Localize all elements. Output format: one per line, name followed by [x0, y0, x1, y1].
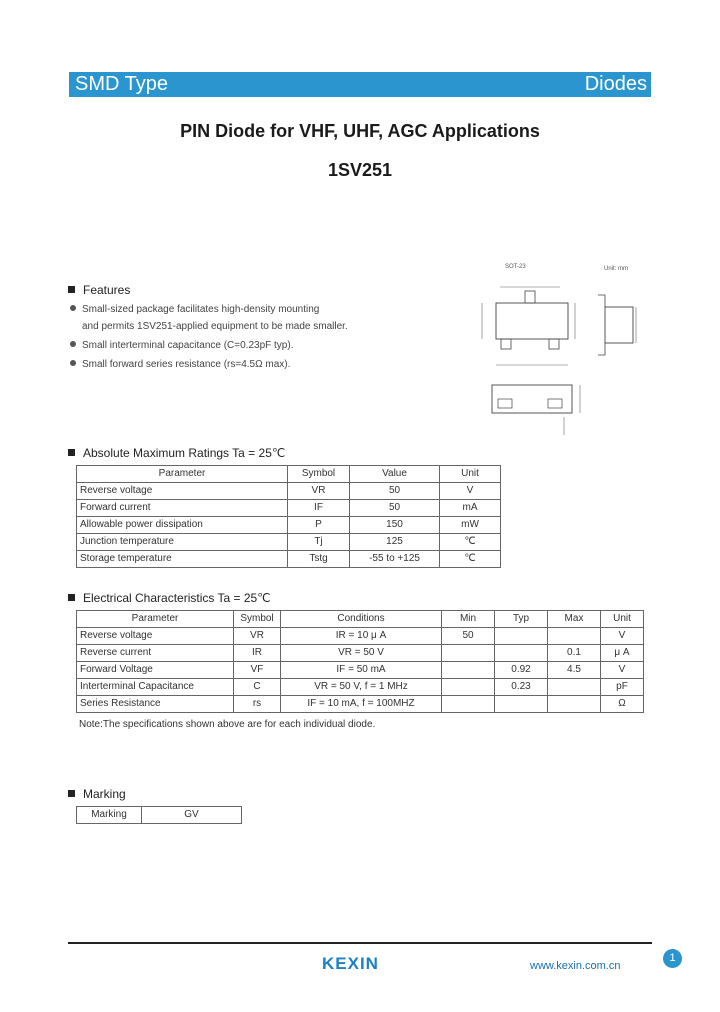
unit-label: Unit: mm: [604, 266, 628, 272]
table-row: Allowable power dissipation P 150 mW: [77, 517, 501, 534]
part-number: 1SV251: [327, 160, 393, 180]
table-header-row: [77, 611, 644, 628]
col-symbol: Symbol: [288, 466, 350, 483]
abs-max-table: [76, 465, 501, 568]
footer-divider: [68, 942, 652, 944]
elec-char-table: [76, 610, 644, 713]
marking-table: [76, 806, 242, 824]
col-value: Value: [350, 466, 440, 483]
table-row: Storage temperature Tstg -55 to +125 ℃: [77, 551, 501, 568]
document-title: PIN Diode for VHF, UHF, AGC Applications: [180, 121, 540, 141]
website-link[interactable]: www.kexin.com.cn: [530, 960, 621, 972]
feature-item-2: Small interterminal capacitance (C=0.23pF typ).: [70, 340, 293, 351]
table-row: Forward Voltage VF IF = 50 mA 0.92 4.5 V: [77, 662, 644, 679]
abs-max-heading: Absolute Maximum Ratings Ta = 25℃: [68, 446, 285, 460]
col-conditions: Conditions: [281, 611, 442, 628]
table-row: [77, 807, 242, 824]
marking-label: Marking: [77, 807, 142, 824]
col-min: Min: [442, 611, 495, 628]
feature-item-1-cont: and permits 1SV251-applied equipment to be made smaller.: [82, 321, 348, 332]
kexin-logo: KEXIN: [322, 954, 379, 973]
features-heading: Features: [68, 283, 130, 297]
table-row: Forward current IF 50 mA: [77, 500, 501, 517]
bullet-dot-icon: [70, 360, 76, 366]
col-symbol: Symbol: [234, 611, 281, 628]
col-max: Max: [548, 611, 601, 628]
header-category: SMD Type: [75, 73, 168, 95]
feature-item-1: Small-sized package facilitates high-density mounting: [70, 304, 319, 315]
table-row: Series Resistance rs IF = 10 mA, f = 100MHZ Ω: [77, 696, 644, 713]
table-row: Reverse voltage VR 50 V: [77, 483, 501, 500]
header-type: Diodes: [584, 73, 647, 95]
bullet-square-icon: [68, 286, 75, 293]
marking-heading: Marking: [68, 787, 126, 801]
table-header-row: [77, 466, 501, 483]
bullet-dot-icon: [70, 341, 76, 347]
specs-note: Note:The specifications shown above are for each individual diode.: [79, 719, 376, 730]
col-parameter: Parameter: [77, 611, 234, 628]
header-banner: [69, 72, 651, 97]
col-parameter: Parameter: [77, 466, 288, 483]
marking-value: GV: [142, 807, 242, 824]
elec-heading: Electrical Characteristics Ta = 25℃: [68, 591, 271, 605]
package-name-label: SOT-23: [505, 264, 526, 270]
table-row: Reverse voltage VR IR = 10 μ A 50 V: [77, 628, 644, 645]
package-outline-diagram: [470, 255, 650, 440]
bullet-square-icon: [68, 790, 75, 797]
col-unit: Unit: [601, 611, 644, 628]
bullet-square-icon: [68, 594, 75, 601]
table-row: Interterminal Capacitance C VR = 50 V, f = 1 MHz 0.23 pF: [77, 679, 644, 696]
table-row: Reverse current IR VR = 50 V 0.1 μ A: [77, 645, 644, 662]
bullet-square-icon: [68, 449, 75, 456]
col-typ: Typ: [495, 611, 548, 628]
page-number: 1: [663, 949, 682, 968]
bullet-dot-icon: [70, 305, 76, 311]
table-row: Junction temperature Tj 125 ℃: [77, 534, 501, 551]
feature-item-3: Small forward series resistance (rs=4.5Ω max).: [70, 359, 290, 370]
col-unit: Unit: [440, 466, 501, 483]
